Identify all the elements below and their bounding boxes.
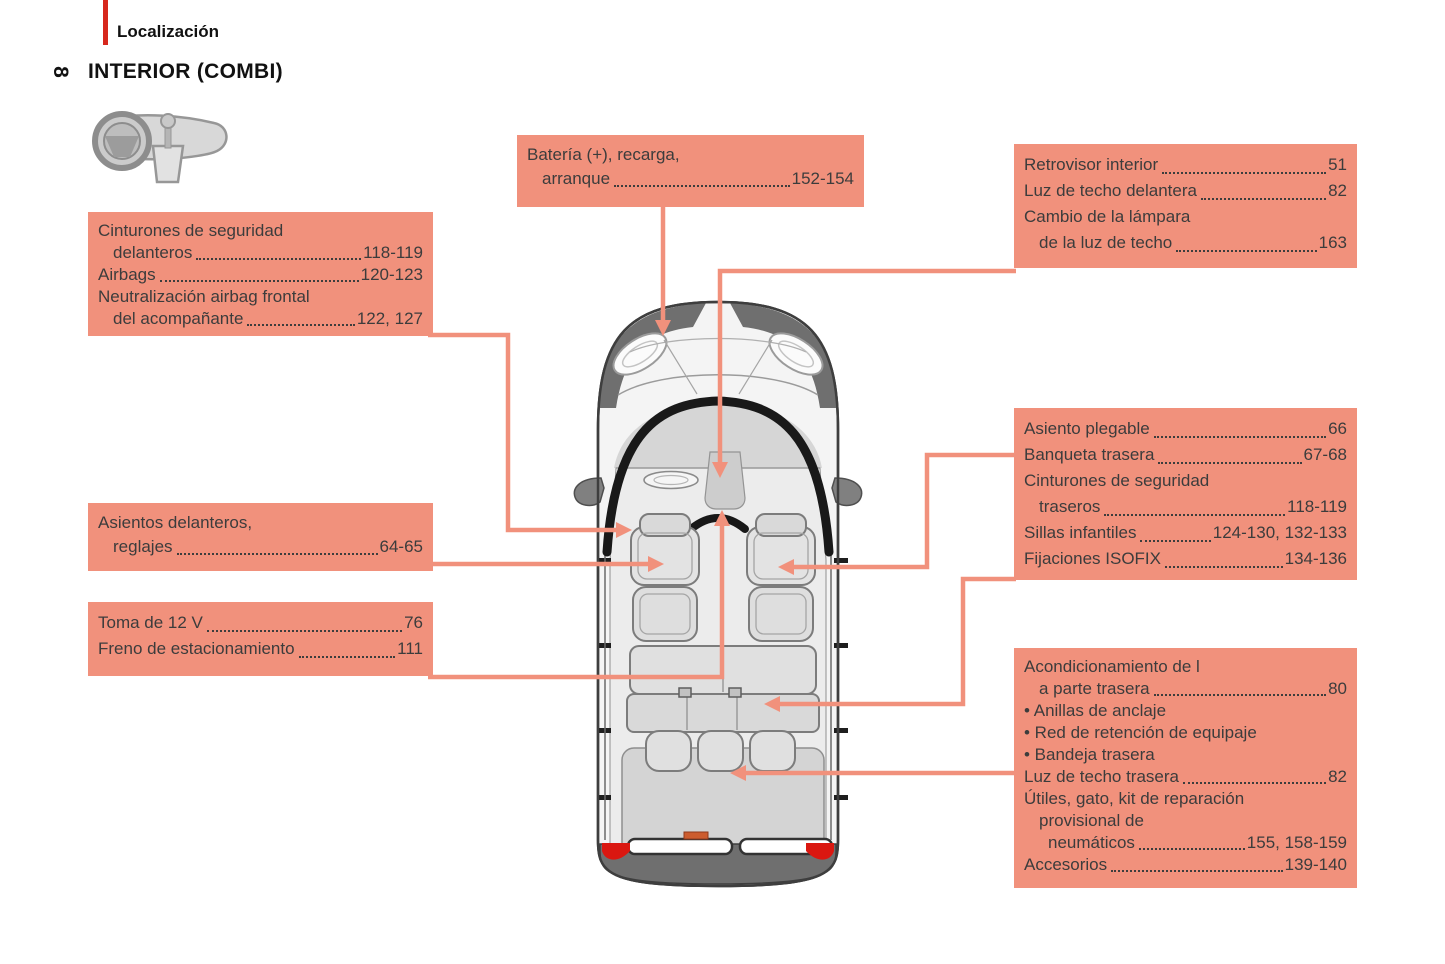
entry-label: Retrovisor interior: [1024, 155, 1159, 174]
entry-row: [98, 286, 423, 308]
dot-leader: [1183, 782, 1326, 784]
dot-leader: [614, 185, 790, 187]
mirror-left: [574, 478, 604, 505]
entry-page: 134-136: [1284, 549, 1347, 568]
entry-page: 64-65: [379, 537, 423, 556]
headlight-left-icon: [607, 325, 674, 383]
entry-label: Toma de 12 V: [98, 613, 203, 632]
entry-row: [1024, 230, 1347, 256]
entry-page: 122, 127: [356, 309, 423, 328]
dot-leader: [247, 324, 354, 326]
side-pillars: [597, 558, 848, 800]
callout-battery: [517, 135, 864, 207]
entry-row: [98, 535, 423, 559]
entry-label: Airbags: [98, 265, 156, 284]
tail-light-left: [602, 843, 630, 860]
entry-row: [1024, 416, 1347, 442]
entry-label: Fijaciones ISOFIX: [1024, 549, 1161, 568]
entry-label: Banqueta trasera: [1024, 445, 1155, 464]
dot-leader: [1154, 694, 1327, 696]
entry-row: [1024, 854, 1347, 876]
entry-label: reglajes: [113, 537, 173, 556]
dot-leader: [1154, 436, 1326, 438]
entry-row: [1024, 744, 1347, 766]
entry-label: Asientos delanteros,: [98, 513, 253, 532]
mirror-right: [832, 478, 862, 505]
entry-label: Acondicionamiento de l: [1024, 657, 1200, 676]
entry-row: [1024, 678, 1347, 700]
entry-row: [1024, 178, 1347, 204]
dot-leader: [1162, 172, 1326, 174]
callout-rear-area: [1014, 648, 1357, 888]
entry-page: 163: [1318, 233, 1347, 252]
entry-label: • Anillas de anclaje: [1024, 701, 1167, 720]
entry-row: [1024, 152, 1347, 178]
entry-label: Cambio de la lámpara: [1024, 207, 1191, 226]
entry-label: provisional de: [1039, 811, 1144, 830]
callout-front-belts: [88, 212, 433, 336]
entry-page: 118-119: [363, 243, 423, 262]
entry-label: Neutralización airbag frontal: [98, 287, 310, 306]
callout-lines: [428, 207, 1016, 773]
callout-interior-mirror: [1014, 144, 1357, 268]
cargo-area: [622, 748, 824, 860]
entry-row: [527, 167, 854, 191]
entry-page: 118-119: [1287, 497, 1347, 516]
entry-label: Luz de techo trasera: [1024, 767, 1179, 786]
entry-label: Sillas infantiles: [1024, 523, 1137, 542]
entry-label: traseros: [1039, 497, 1101, 516]
rear-headrests: [646, 731, 795, 771]
callout-socket-brake: [88, 602, 433, 676]
entry-label: Batería (+), recarga,: [527, 145, 680, 164]
entry-label: Útiles, gato, kit de reparación: [1024, 789, 1245, 808]
entry-page: 152-154: [791, 169, 854, 188]
headlight-right-icon: [763, 325, 830, 383]
entry-row: [1024, 766, 1347, 788]
entry-page: 139-140: [1284, 855, 1347, 874]
page-title: INTERIOR (COMBI): [88, 60, 283, 83]
entry-row: [98, 636, 423, 662]
front-seats: [631, 514, 815, 641]
entry-label: del acompañante: [113, 309, 244, 328]
entry-page: 66: [1328, 419, 1347, 438]
dot-leader: [207, 630, 402, 632]
dot-leader: [1201, 198, 1326, 200]
entry-row: [98, 308, 423, 330]
entry-row: [1024, 810, 1347, 832]
entry-label: Asiento plegable: [1024, 419, 1150, 438]
dot-leader: [1139, 848, 1245, 850]
entry-page: 82: [1328, 181, 1347, 200]
callout-front-seats: [88, 503, 433, 571]
entry-page: 67-68: [1303, 445, 1347, 464]
entry-row: [98, 242, 423, 264]
entry-row: [1024, 468, 1347, 494]
entry-label: de la luz de techo: [1039, 233, 1173, 252]
van-body: [574, 302, 861, 886]
rear-bench-seat: [627, 646, 819, 732]
entry-label: delanteros: [113, 243, 193, 262]
entry-page: 124-130, 132-133: [1212, 523, 1347, 542]
entry-page: 111: [397, 639, 423, 658]
entry-row: [1024, 832, 1347, 854]
dot-leader: [1176, 250, 1316, 252]
entry-label: Cinturones de seguridad: [98, 221, 284, 240]
callout-rear-seats: [1014, 408, 1357, 580]
entry-label: Freno de estacionamiento: [98, 639, 295, 658]
entry-label: arranque: [542, 169, 611, 188]
dot-leader: [1104, 514, 1285, 516]
dashboard-icon: [85, 104, 233, 190]
entry-row: [1024, 520, 1347, 546]
entry-row: [1024, 546, 1347, 572]
entry-page: 80: [1328, 679, 1347, 698]
entry-row: [98, 264, 423, 286]
entry-row: [527, 143, 854, 167]
entry-page: 82: [1328, 767, 1347, 786]
tail-light-right: [806, 843, 834, 860]
section-label: Localización: [117, 22, 220, 41]
callout-arrowheads: [616, 320, 794, 781]
rotated-page-number: 8: [48, 66, 72, 78]
entry-row: [1024, 494, 1347, 520]
entry-label: Accesorios: [1024, 855, 1108, 874]
dot-leader: [1140, 540, 1210, 542]
dot-leader: [1158, 462, 1301, 464]
dot-leader: [196, 258, 361, 260]
entry-page: 155, 158-159: [1246, 833, 1347, 852]
entry-page: 51: [1328, 155, 1347, 174]
rear-reflector: [684, 832, 708, 839]
header-red-rule: [103, 0, 108, 45]
entry-label: • Red de retención de equipaje: [1024, 723, 1257, 742]
dot-leader: [1111, 870, 1282, 872]
entry-label: a parte trasera: [1039, 679, 1150, 698]
entry-label: Luz de techo delantera: [1024, 181, 1197, 200]
entry-row: [1024, 788, 1347, 810]
entry-row: [98, 511, 423, 535]
dot-leader: [299, 656, 396, 658]
entry-page: 120-123: [360, 265, 423, 284]
entry-row: [1024, 442, 1347, 468]
entry-label: Cinturones de seguridad: [1024, 471, 1210, 490]
dot-leader: [160, 280, 359, 282]
entry-row: [1024, 204, 1347, 230]
entry-row: [1024, 722, 1347, 744]
entry-row: [98, 610, 423, 636]
entry-row: [1024, 700, 1347, 722]
dot-leader: [1165, 566, 1283, 568]
entry-row: [98, 220, 423, 242]
entry-row: [1024, 656, 1347, 678]
entry-label: • Bandeja trasera: [1024, 745, 1155, 764]
entry-page: 76: [404, 613, 423, 632]
entry-label: neumáticos: [1048, 833, 1135, 852]
dot-leader: [177, 553, 378, 555]
